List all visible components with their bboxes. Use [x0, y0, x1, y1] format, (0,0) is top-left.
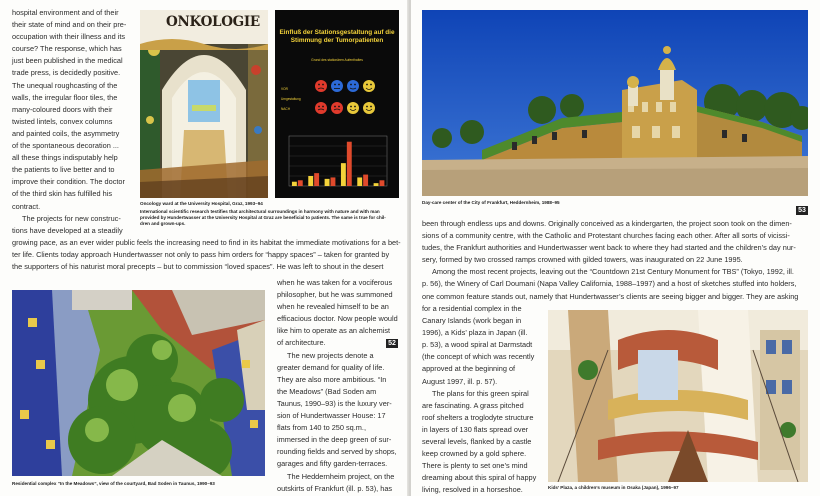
meadows-courtyard-illustration [12, 290, 265, 476]
right-column-text-line: when he revealed himself to be an [277, 302, 389, 312]
right-column-text-line: They are also more ambitious. “In [277, 374, 387, 384]
left-wide-text-line: growing pace, as an ever wider public feels the increasing need to find in its habitat the immediate motivations for a bet- [12, 238, 401, 247]
right-column-narrow-text-line: approved at the beginning of [422, 364, 516, 374]
page-number-52: 52 [386, 339, 398, 348]
right-wide-text [422, 218, 798, 303]
right-page [411, 0, 820, 496]
right-wide-text-line: one common feature stands out, namely that Hundertwasser’s clients are seeing bigger and bigger. They are asking [422, 291, 799, 301]
poster-graphics [275, 10, 399, 198]
left-column-text-line: walls, the irregular floor tiles, the [12, 92, 118, 102]
chart-bar-nach-4 [347, 142, 352, 186]
face-icon [347, 102, 359, 114]
caption-oncology-ward: Oncology ward at the University Hospital, Graz, 1993–94 [140, 201, 263, 206]
poster-label-umgestaltung: Umgestaltung [281, 97, 301, 101]
caption-frankfurt-daycare: Day-care center of the City of Frankfurt, Heddernheim, 1988–95 [422, 200, 560, 205]
caption-textiles-line-3: dren and grown-ups. [140, 221, 186, 227]
right-column-text-line: greater demand for quality of life. [277, 362, 385, 372]
kids-plaza-photo [548, 310, 808, 482]
right-wide-text-line: sery, formed by two crossed ramps crowned with gilded towers, was inaugurated on 22 June 1995. [422, 255, 743, 265]
right-column-text-line: outskirts of Frankfurt (ill. p. 53), has [277, 483, 393, 493]
right-column-narrow-text-line: The plans for this green spiral [432, 388, 529, 398]
left-column-text-line: course? The response, which has [12, 44, 122, 54]
right-column-text-line: The Heddernheim project, on the [287, 471, 395, 481]
poster-title-line-1: Einfluß der Stationsgestaltung auf die [279, 29, 395, 36]
right-column-narrow-text-line: August 1997, ill. p. 57). [422, 376, 498, 386]
left-column-text-line: just been published in the medical [12, 56, 123, 66]
right-column-narrow-text-line: p. 53), a wood spiral at Darmstadt [422, 340, 533, 350]
right-wide-text-line: sions of a community centre, with the Catholic and Protestant churches facing each other. After all sorts of vicissi- [422, 231, 790, 241]
right-column-text-line: immersed in the deep green of sur- [277, 435, 392, 445]
left-wide-text-line: ter life. Clients today approach Hundertwasser not only to pass him orders for “happy spaces” – taken for granted by [12, 250, 390, 260]
chart-bar-vor-1 [292, 182, 297, 186]
left-column-text-line: improve their condition. The doctor [12, 177, 125, 187]
chart-bar-nach-2 [314, 173, 319, 186]
chart-bar-nach-5 [363, 175, 368, 186]
right-column-text-line: like him to operate as an alchemist [277, 326, 391, 336]
poster-label-nach: NACH [281, 107, 291, 111]
caption-textiles-study [140, 209, 386, 227]
oncology-ward-illustration [140, 10, 268, 198]
left-column-text-line: contract. [12, 201, 41, 211]
chart-bar-vor-5 [357, 177, 362, 186]
right-column-text [277, 277, 398, 495]
left-column-text-line: all these things indisputably help [12, 153, 118, 163]
right-column-text-line: when he was taken for a vociferous [277, 278, 393, 287]
face-icon [363, 102, 375, 114]
face-icon [363, 80, 375, 92]
right-column-narrow-text-line: dreaming about this spiral of happy [422, 473, 537, 483]
right-column-narrow-text-line: are fascinating. A grass pitched [422, 400, 524, 410]
right-column-narrow-text-line: keep crowned by a gold sphere. [422, 449, 527, 459]
caption-textiles-line-2: provided by Hundertwasser at the University Hospital at Graz are beneficial to patients. The same is true for chil- [140, 215, 386, 221]
meadows-courtyard-photo [12, 290, 265, 476]
right-column-text-line: sion of Hundertwasser House: 17 [277, 411, 386, 421]
left-wide-text [12, 237, 401, 273]
left-column-text-line: occupation with their illness and its [12, 32, 126, 42]
frankfurt-daycare-photo [422, 10, 808, 196]
right-column-text-line: flats from 140 to 250 sq.m., [277, 423, 366, 433]
right-column-text-line: rounding fields and served by shops, [277, 447, 397, 457]
left-page [0, 0, 409, 496]
right-column-narrow-text-line: Canary Islands (work began in [422, 316, 522, 326]
left-column-text-line: The unequal roughcasting of the [12, 80, 118, 90]
mood-study-poster [275, 10, 399, 198]
left-column-text-line: tions have developed at a steadily [12, 225, 123, 235]
kids-plaza-illustration [548, 310, 808, 482]
oncology-logo: ONKOLOGIE [166, 14, 260, 30]
poster-subtitle: Grund des stationären Aufenthaltes [311, 58, 363, 62]
page-number-53: 53 [796, 206, 808, 215]
left-column-text-line: trade press, is decidedly positive. [12, 68, 121, 78]
poster-title-line-2: Stimmung der Tumorpatienten [290, 36, 384, 44]
right-column-narrow-text-line: roof shelters a troglodyte structure [422, 412, 534, 422]
right-column-narrow-text-line: There is plenty to set one’s mind [422, 461, 528, 471]
oncology-ward-photo [140, 10, 268, 198]
left-wide-text-line: the supporters of his naturist moral precepts – but to commission “loved spaces”. He was left to shout in the desert [12, 262, 384, 272]
chart-bar-nach-6 [380, 180, 385, 186]
chart-bar-nach-3 [331, 177, 336, 186]
chart-bar-vor-3 [325, 179, 330, 186]
right-wide-text-line: been through endless ups and downs. Originally conceived as a kindergarten, the project soon took on the dimen- [422, 219, 792, 228]
face-icon [331, 80, 343, 92]
right-column-text-line: philosopher, but he was summoned [277, 290, 393, 300]
left-column-text [12, 7, 126, 237]
left-column-text-line: and painted coils, the asymmetry [12, 128, 120, 138]
right-wide-text-line: p. 56), the Winery of Carl Doumani (Napa Valley California, 1988–1997) and a host of sketches stuffed into holders, [422, 279, 797, 289]
chart-bar-nach-1 [298, 180, 303, 186]
right-column-text-line: of architecture. [277, 338, 326, 348]
chart-frame [289, 136, 387, 186]
right-wide-text-line: Among the most recent projects, leaving out the “Countdown 21st Century Monument for TBS” (Tokyo, 1992, ill. [432, 267, 794, 277]
face-icon [315, 80, 327, 92]
left-column-text-line: their state of mind and on their pre- [12, 20, 127, 30]
caption-meadows: Residential complex “In the Meadows”, view of the courtyard, Bad Soden in Taunus, 1990–93 [12, 481, 215, 486]
left-column-text-line: The projects for new construc- [22, 213, 121, 223]
left-column-text-line: the patients to live better and to [12, 165, 115, 175]
chart-bar-vor-4 [341, 163, 346, 186]
right-column-narrow-text-line: several levels, flanked by a castle [422, 437, 532, 447]
face-icon [315, 102, 327, 114]
chart-bar-vor-2 [308, 176, 313, 186]
left-column-text-line: twisted lintels, convex columns [12, 116, 113, 126]
right-column-narrow-text [422, 303, 536, 496]
right-column-text-line: Taunus, 1990–93) is the luxury ver- [277, 398, 392, 408]
right-column-narrow-text-line: 1996), a Kids’ plaza in Japan (ill. [422, 328, 528, 338]
right-wide-text-line: tudes, the Frankfurt authorities and Hundertwasser went back to where they had started and the children’s day nur- [422, 243, 796, 253]
right-column-text-line: the Meadows” (Bad Soden am [277, 386, 377, 396]
face-icon [347, 80, 359, 92]
right-column-text-line: garages and fifty garden-terraces. [277, 459, 388, 469]
left-column-text-line: of the spontaneous decoration ... [12, 141, 119, 151]
caption-textiles-line-1: International scientific research testifies that architectural surroundings in harmony with nature and with man [140, 209, 380, 214]
poster-label-vor: VOR [281, 87, 288, 91]
left-column-text-line: hospital environment and of their [12, 8, 119, 17]
face-icon [331, 102, 343, 114]
left-column-text-line: of the third skin has fulfilled his [12, 189, 113, 199]
caption-kids-plaza: Kids’ Plaza, a children’s museum in Osaka (Japan), 1996–97 [548, 485, 679, 490]
chart-bar-vor-6 [374, 183, 379, 186]
right-column-narrow-text-line: living, resolved in a horseshoe. [422, 485, 523, 495]
frankfurt-daycare-illustration [422, 10, 808, 196]
right-column-text-line: The new projects denote a [287, 350, 374, 360]
right-column-narrow-text-line: for a residential complex in the [422, 304, 522, 313]
right-column-text-line: efficacious doctor. Now people would [277, 314, 398, 324]
right-column-narrow-text-line: (the concept of which was recently [422, 352, 535, 362]
right-column-narrow-text-line: in layers of 130 flats spread over [422, 424, 529, 434]
left-column-text-line: many-coloured doors with their [12, 104, 113, 114]
